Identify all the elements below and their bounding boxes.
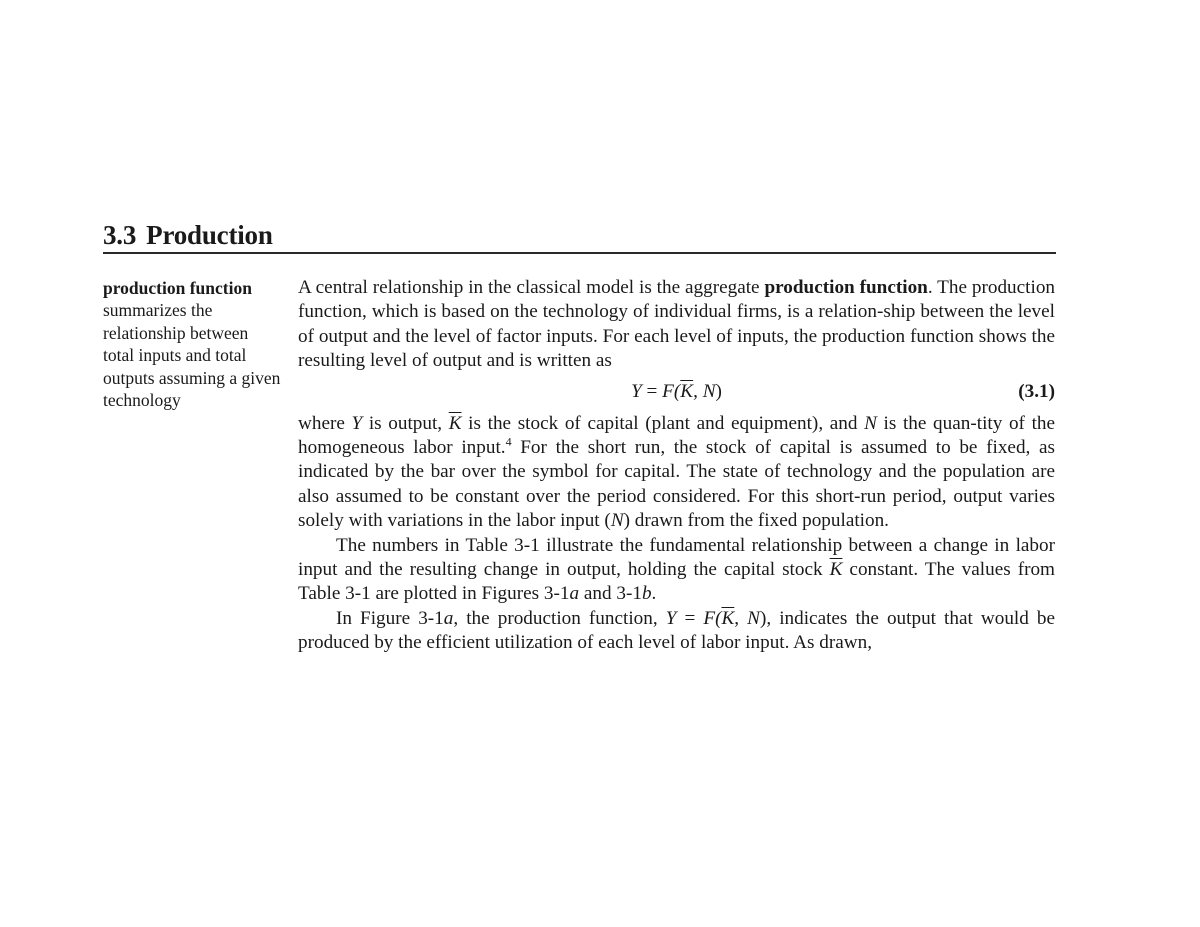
section-number: 3.3 <box>103 220 137 250</box>
section-title: Production <box>146 220 273 250</box>
p2-t4: is the quan-tity of the homogeneous labor input. <box>298 412 1056 459</box>
eq-func: F( <box>662 380 681 402</box>
p2-t3: is the stock of capital (plant and equipment), and <box>461 412 865 434</box>
footnote-marker: 4 <box>505 434 512 449</box>
p4-t4: , <box>734 607 748 629</box>
p1-text-a: A central relationship in the classical model is the aggregate <box>298 277 765 298</box>
p3-t3: and 3-1 <box>579 583 642 605</box>
p3-b: b <box>641 583 652 605</box>
paragraph-2 <box>298 412 1055 534</box>
eq-close: ) <box>715 380 722 402</box>
eq-k-bar: $\overline{K}$ <box>680 380 694 402</box>
section-title-line <box>103 218 1056 252</box>
p4-t2: , the production function, <box>453 607 666 629</box>
p4-a: a <box>443 607 454 629</box>
equation-number: (3.1) <box>1018 380 1055 402</box>
p4-n: N <box>747 607 760 629</box>
p2-y: Y <box>351 412 363 434</box>
main-body-text <box>298 276 1055 656</box>
p4-k-bar: $\overline{K}$ <box>721 607 735 629</box>
p2-n: N <box>864 412 877 434</box>
equation-expression <box>298 378 1055 406</box>
p2-n2: N <box>610 510 624 532</box>
equation-3-1 <box>298 378 1055 406</box>
paragraph-1 <box>298 276 1055 374</box>
paragraph-4 <box>298 607 1055 656</box>
p3-t2: constant. The values from Table 3-1 are plotted in Figures 3-1 <box>298 559 1055 605</box>
eq-equals: = <box>641 380 663 402</box>
p2-t6: ) drawn from the fixed population. <box>623 510 889 532</box>
p3-t1: The numbers in Table 3-1 illustrate the fundamental relationship between a change in labor input and the resulting change in output, holding the capital stock <box>298 534 1055 581</box>
margin-term: production function <box>103 278 252 298</box>
p4-t5: ), indicates the output that would be produced by the efficient utilization of each level of labor input. As drawn, <box>298 607 1056 654</box>
p1-text-b: . The production function, which is based on the technology of individual firms, is a relation-ship between the level of output and the level of factor inputs. For each level of inputs, the production function shows the resulting level of output and is written as <box>298 277 1056 372</box>
p4-t3: = <box>676 607 704 629</box>
margin-definition <box>103 277 283 411</box>
p4-f: F( <box>703 607 722 629</box>
p3-t4: . <box>651 583 657 605</box>
p2-t5: For the short run, the stock of capital is assumed to be fixed, as indicated by the bar over the symbol for capital. The state of technology and the population are also assumed to be constant over the period considered. For this short-run period, output varies solely with variations in the labor input ( <box>298 437 1055 532</box>
p2-t1: where <box>298 412 352 434</box>
eq-sep: , <box>693 380 703 402</box>
p2-k-bar: $\overline{K}$ <box>448 412 462 434</box>
margin-definition-text: summarizes the relationship between total inputs and total outputs assuming a given technology <box>103 300 281 411</box>
p1-bold-term: production function <box>764 277 928 298</box>
p4-y: Y <box>665 607 677 629</box>
eq-y: Y <box>631 380 642 402</box>
section-heading <box>103 218 1056 254</box>
eq-n: N <box>702 380 716 402</box>
paragraph-3 <box>298 534 1055 607</box>
p2-t2: is output, <box>362 412 449 434</box>
p3-a: a <box>569 583 580 605</box>
p3-k-bar: $\overline{K}$ <box>829 559 843 581</box>
p4-t1: In Figure 3-1 <box>336 607 444 629</box>
